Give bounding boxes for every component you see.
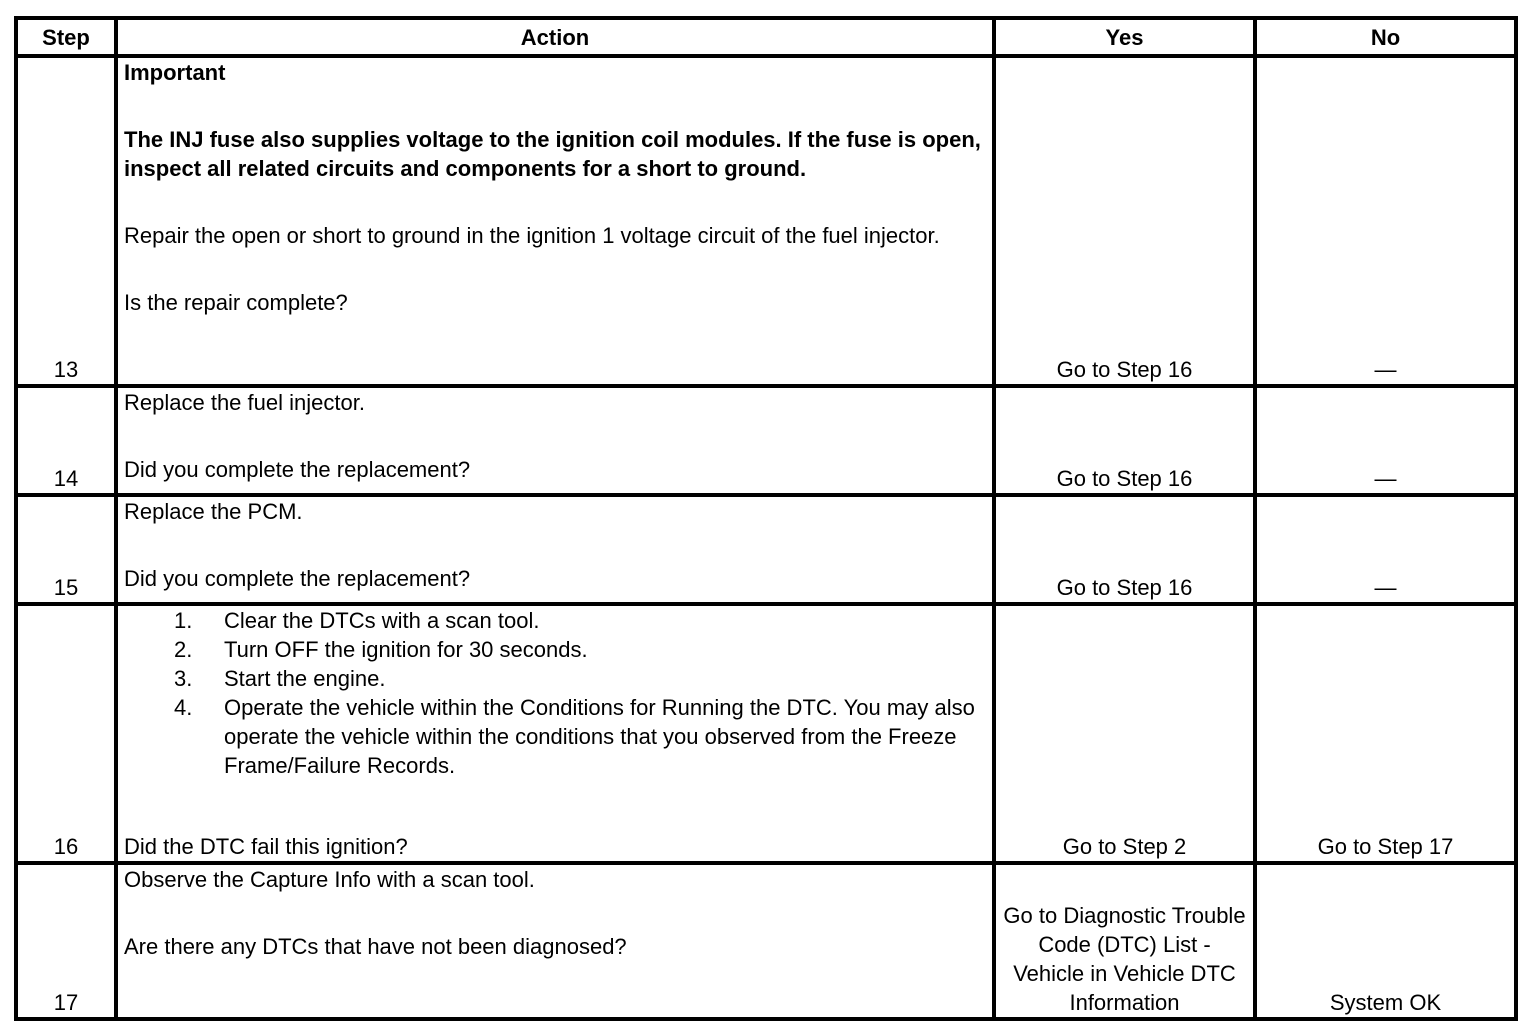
yes-result: Go to Step 16 (994, 56, 1255, 386)
substep-number: 4. (174, 695, 193, 720)
important-label: Important (124, 60, 226, 85)
step-number: 14 (16, 386, 116, 495)
table-row (16, 386, 1516, 495)
action-instruction: Observe the Capture Info with a scan tool. (124, 867, 535, 892)
yes-result: Go to Step 16 (994, 495, 1255, 604)
step-number: 17 (16, 863, 116, 1019)
table-row (16, 56, 1516, 386)
table-row (16, 604, 1516, 863)
list-item (124, 693, 986, 780)
yes-result: Go to Diagnostic Trouble Code (DTC) List - Vehicle in Vehicle DTC Information (994, 863, 1255, 1019)
substep-text: Start the engine. (224, 666, 386, 691)
yes-result: Go to Step 2 (994, 604, 1255, 863)
substep-number: 1. (174, 608, 193, 633)
diagnostic-table (14, 16, 1518, 1021)
no-result: — (1255, 495, 1516, 604)
header-yes: Yes (994, 18, 1255, 56)
list-item (124, 606, 986, 635)
yes-result: Go to Step 16 (994, 386, 1255, 495)
list-item (124, 664, 986, 693)
action-question: Did the DTC fail this ignition? (124, 834, 408, 859)
action-instruction: Replace the PCM. (124, 499, 303, 524)
action-cell (116, 604, 994, 863)
action-question: Did you complete the replacement? (124, 566, 471, 591)
substep-text: Turn OFF the ignition for 30 seconds. (224, 637, 588, 662)
important-text: The INJ fuse also supplies voltage to the ignition coil modules. If the fuse is open, inspect all related circuits and components for a short to ground. (124, 127, 981, 181)
header-row (16, 18, 1516, 56)
substep-number: 2. (174, 637, 193, 662)
list-item (124, 635, 986, 664)
action-question: Did you complete the replacement? (124, 457, 471, 482)
substep-text: Clear the DTCs with a scan tool. (224, 608, 540, 633)
header-step: Step (16, 18, 116, 56)
table-row (16, 863, 1516, 1019)
step-number: 13 (16, 56, 116, 386)
action-cell (116, 56, 994, 386)
action-question: Are there any DTCs that have not been diagnosed? (124, 934, 627, 959)
step-number: 15 (16, 495, 116, 604)
substep-list (124, 606, 986, 780)
action-instruction: Replace the fuel injector. (124, 390, 365, 415)
step-number: 16 (16, 604, 116, 863)
no-result: — (1255, 386, 1516, 495)
no-result: — (1255, 56, 1516, 386)
action-instruction: Repair the open or short to ground in the ignition 1 voltage circuit of the fuel injector. (124, 223, 940, 248)
table-row (16, 495, 1516, 604)
no-result: System OK (1255, 863, 1516, 1019)
action-question: Is the repair complete? (124, 290, 348, 315)
no-result: Go to Step 17 (1255, 604, 1516, 863)
substep-number: 3. (174, 666, 193, 691)
action-cell (116, 863, 994, 1019)
header-action: Action (116, 18, 994, 56)
header-no: No (1255, 18, 1516, 56)
action-cell (116, 386, 994, 495)
substep-text: Operate the vehicle within the Conditions for Running the DTC. You may also operate the vehicle within the conditions that you observed from the Freeze Frame/Failure Records. (224, 695, 975, 778)
action-cell (116, 495, 994, 604)
